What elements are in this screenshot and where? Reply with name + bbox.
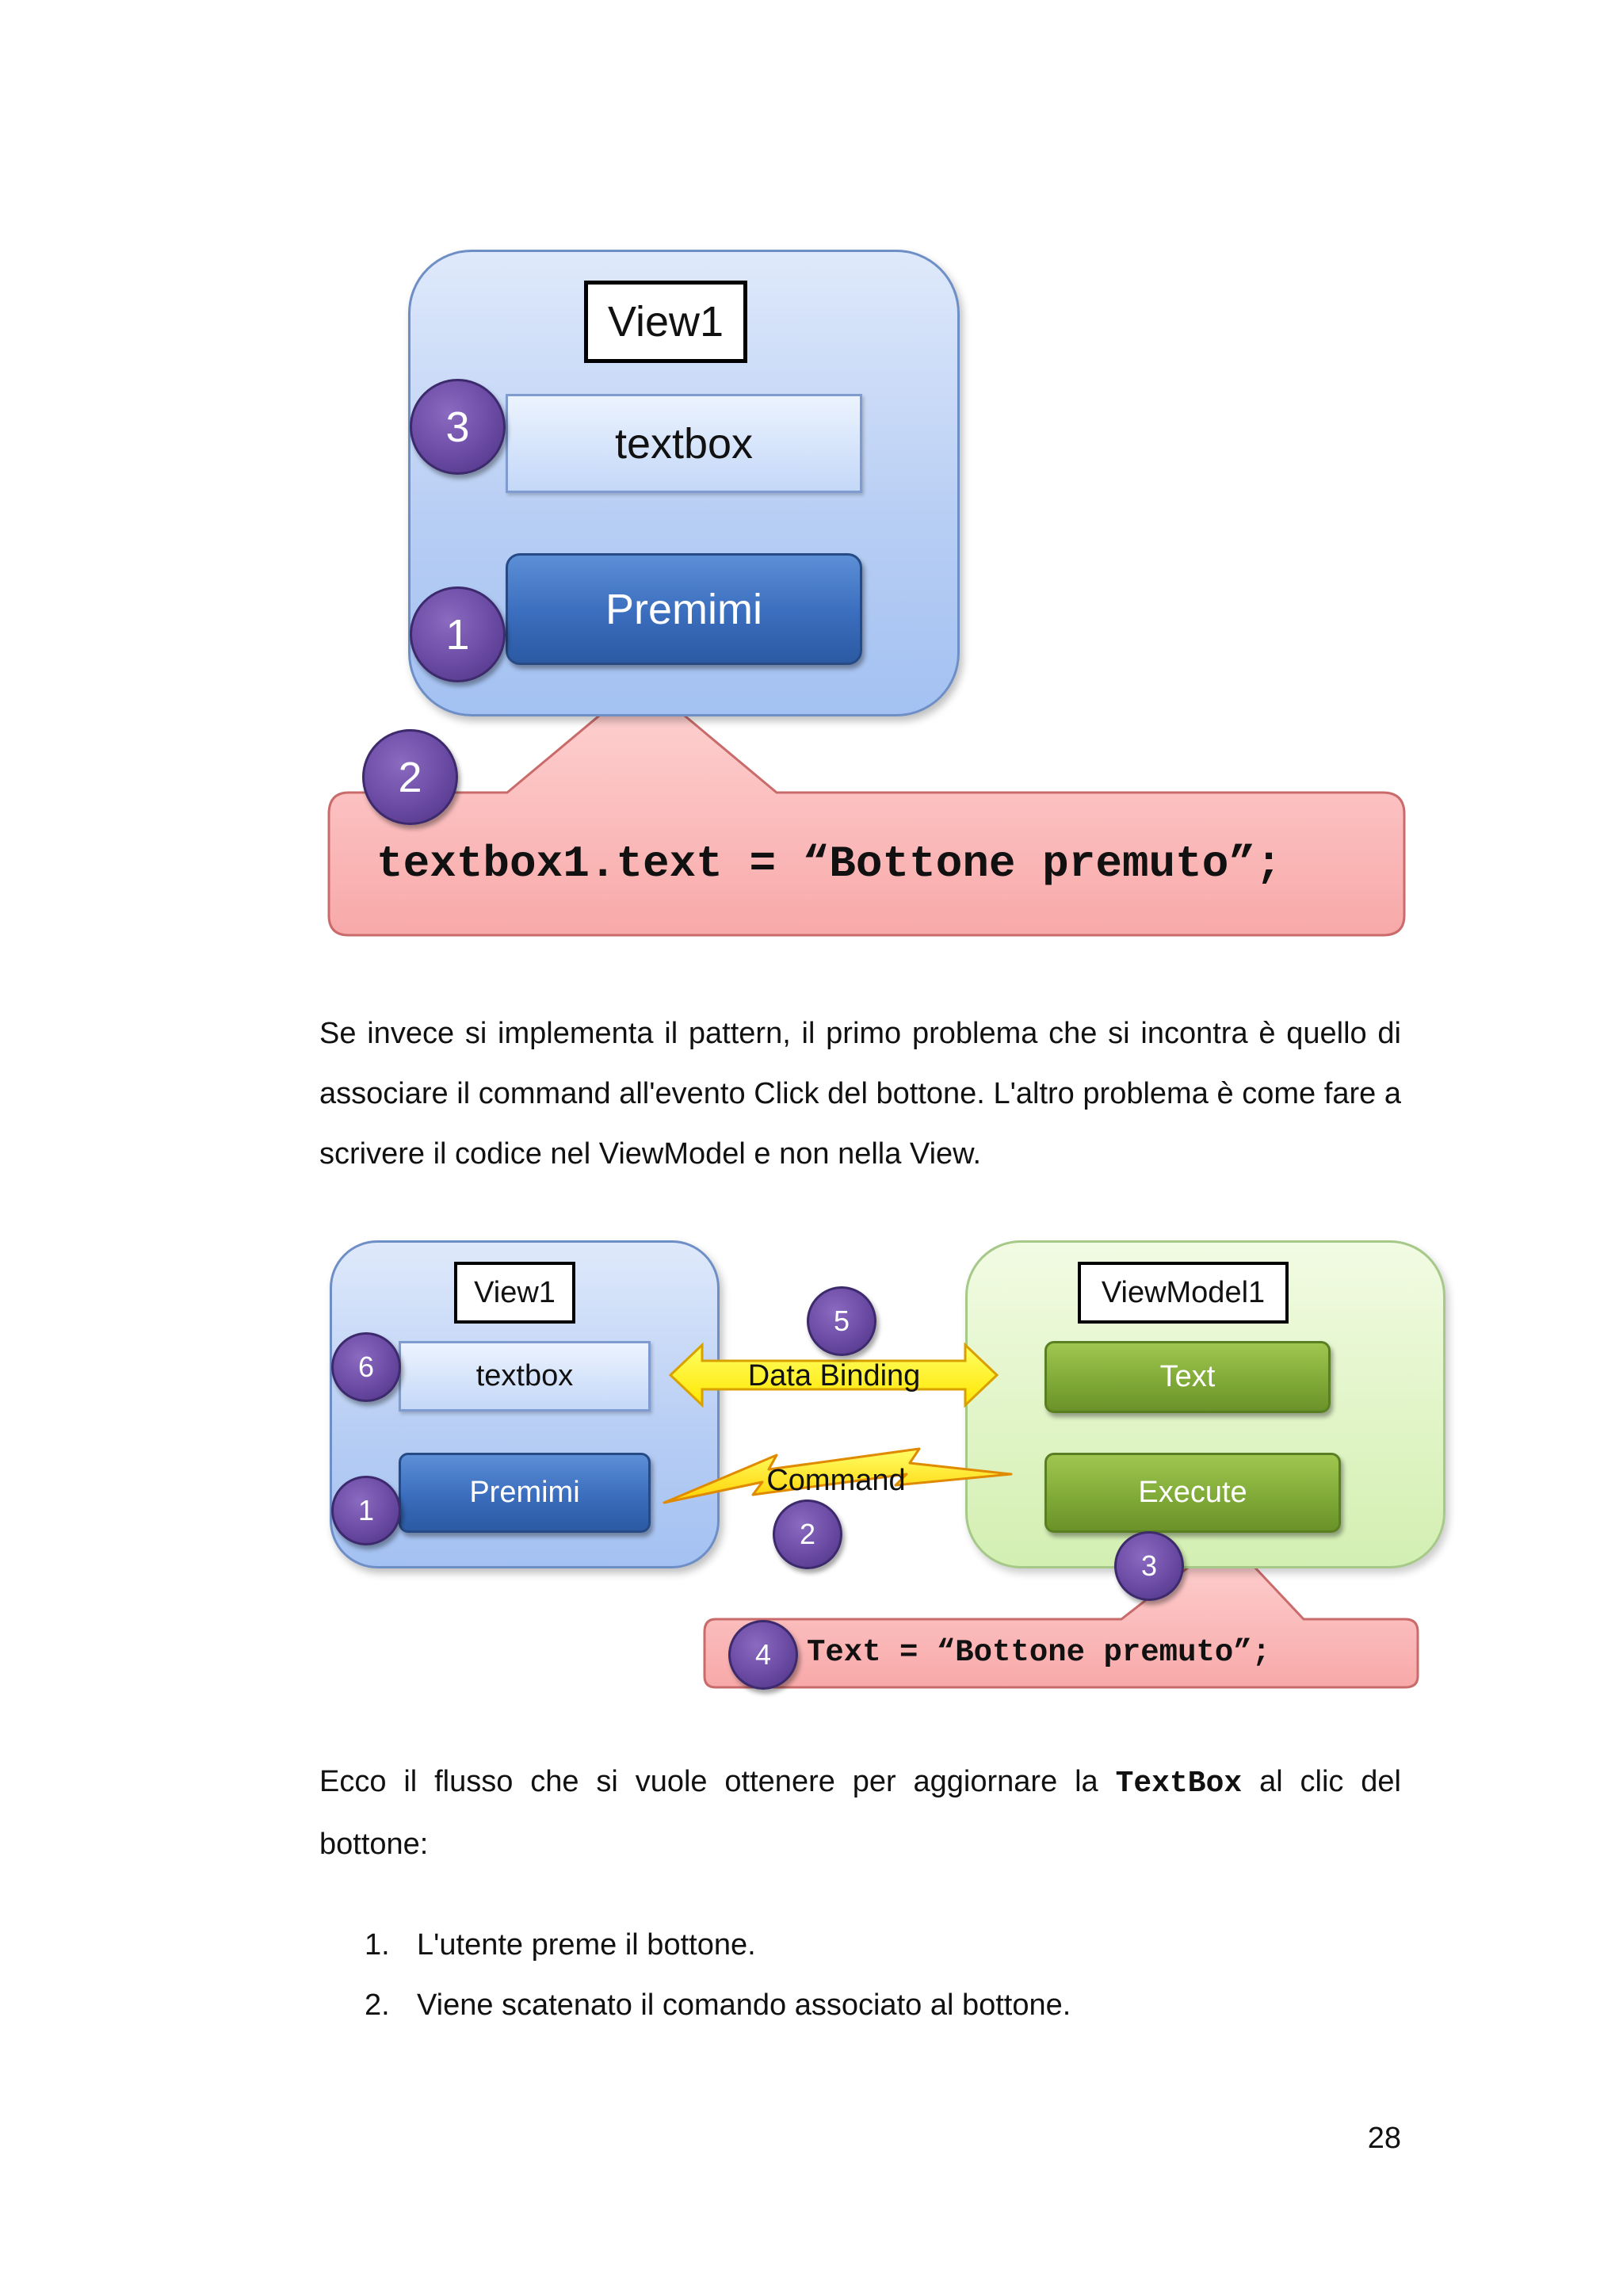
premimi-button[interactable]: Premimi (506, 553, 862, 665)
list-number: 2. (365, 1988, 390, 2022)
step-badge-1: 1 (331, 1476, 401, 1545)
paragraph-line (319, 1752, 1401, 1814)
data-binding-label: Data Binding (747, 1359, 921, 1392)
list-item (365, 1975, 1395, 2035)
textbox-code-word: TextBox (1115, 1767, 1243, 1801)
paragraph-flow (319, 1752, 1401, 1874)
paragraph-line: associare il command all'evento Click del bottone. L'altro problema è come fare a (319, 1077, 1401, 1110)
step-badge-4: 4 (728, 1620, 798, 1690)
step-badge-2: 2 (773, 1499, 842, 1569)
code-callout-shape (325, 678, 1411, 939)
line-text: al clic del (1259, 1765, 1401, 1798)
premimi-button-small[interactable]: Premimi (399, 1453, 651, 1533)
list-text: Viene scatenato il comando associato al bottone. (417, 1988, 1071, 2022)
numbered-list (365, 1915, 1395, 2035)
step-badge-2: 2 (362, 729, 458, 825)
step-badge-5: 5 (807, 1286, 876, 1356)
code-statement-small: Text = “Bottone premuto”; (807, 1635, 1271, 1670)
line-text: Ecco il flusso che si vuole ottenere per aggiornare la (319, 1765, 1098, 1798)
paragraph-line: scrivere il codice nel ViewModel e non nella View. (319, 1137, 982, 1171)
step-badge-1: 1 (410, 586, 506, 682)
paragraph-line: bottone: (319, 1828, 429, 1861)
execute-command-box: Execute (1044, 1453, 1341, 1533)
step-badge-6: 6 (331, 1332, 401, 1402)
textbox-small: textbox (399, 1341, 651, 1412)
view1-title-small: View1 (454, 1262, 575, 1324)
page-number: 28 (1367, 2122, 1401, 2155)
step-badge-3: 3 (410, 379, 506, 475)
paragraph-line: Se invece si implementa il pattern, il primo problema che si incontra è quello di (319, 1017, 1401, 1050)
textbox: textbox (506, 394, 862, 493)
viewmodel1-title: ViewModel1 (1078, 1262, 1289, 1324)
list-item (365, 1915, 1395, 1975)
command-label: Command (766, 1464, 906, 1497)
list-text: L'utente preme il bottone. (417, 1928, 756, 1962)
step-badge-3: 3 (1114, 1531, 1184, 1601)
code-statement: textbox1.text = “Bottone premuto”; (376, 839, 1282, 889)
paragraph-pattern (319, 1003, 1401, 1184)
text-property-box: Text (1044, 1341, 1331, 1413)
list-number: 1. (365, 1928, 390, 1962)
view1-title: View1 (584, 281, 747, 363)
